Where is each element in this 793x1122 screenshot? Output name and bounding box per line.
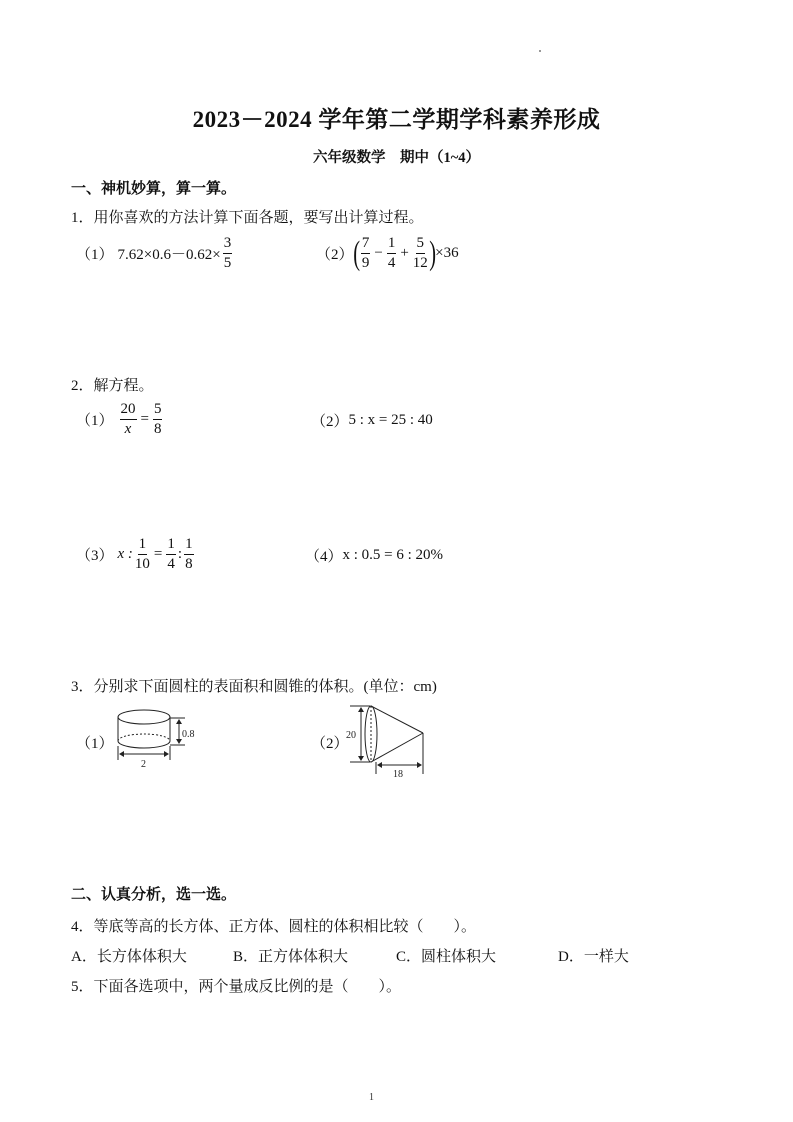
fraction: $\frac{5}{8}$ (153, 401, 162, 437)
question-4-label: 4．等底等高的长方体、正方体、圆柱的体积相比较（ ）。 (71, 919, 477, 935)
fraction: $\frac{1}{4}$ (167, 536, 175, 572)
svg-text:0.8: 0.8 (182, 729, 195, 740)
page-number: 1 (369, 1092, 374, 1103)
part-number: （4） (305, 549, 343, 565)
cone-figure (340, 700, 435, 782)
question-3-label: 3．分别求下面圆柱的表面积和圆锥的体积。(单位：cm) (71, 679, 437, 695)
right-paren: ) (429, 234, 436, 272)
question-1-part-1 (76, 236, 234, 271)
section-heading-1: 一、神机妙算，算一算。 (71, 181, 237, 197)
stray-mark (539, 50, 541, 52)
part-number: （2） (316, 247, 354, 263)
question-4-option-a: A．长方体体积大 (71, 949, 187, 965)
question-3-fig2-number: （2） (311, 736, 349, 752)
fraction: $\frac{3}{5}$ (223, 235, 232, 271)
fraction: $\frac{1}{4}$ (387, 235, 396, 271)
cylinder-figure (110, 708, 210, 770)
part-number: （3） (76, 548, 114, 564)
question-1-label: 1．用你喜欢的方法计算下面各题，要写出计算过程。 (71, 210, 424, 226)
page-title: 2023－2024 学年第二学期学科素养形成 (192, 107, 601, 132)
part-number: （1） (76, 247, 114, 263)
question-2-part-2 (311, 410, 433, 431)
part-number: （1） (76, 413, 114, 429)
svg-text:20: 20 (346, 730, 356, 741)
page-subtitle: 六年级数学 期中（1~4） (312, 150, 481, 166)
fraction: $\frac{5}{12}$ (412, 235, 428, 271)
section-heading-2: 二、认真分析，选一选。 (71, 887, 237, 903)
question-4-option-d: D．一样大 (558, 949, 629, 965)
question-4-option-b: B．正方体体积大 (233, 949, 349, 965)
expression: x : 0.5 = 6 : 20% (342, 547, 444, 563)
fraction: $\frac{1}{8}$ (185, 536, 193, 572)
question-2-part-4 (305, 545, 443, 566)
expression: 5 : x = 25 : 40 (348, 412, 433, 428)
question-2-label: 2．解方程。 (71, 378, 154, 394)
expression: 7.62×0.6－0.62× (117, 247, 221, 263)
question-4-option-c: C．圆柱体积大 (396, 949, 497, 965)
question-2-part-1: （1） $\frac{20}{x}$ = $\frac{5}{8}$ (76, 401, 162, 437)
fraction: $\frac{7}{9}$ (361, 235, 370, 271)
question-1-part-2: （2） ( $\frac{7}{9}$ − $\frac{1}{4}$ + $\frac{5}{12}$ ) ×36 (316, 234, 459, 272)
left-paren: ( (352, 234, 360, 272)
part-number: （2） (311, 414, 349, 430)
question-3-fig1-number: （1） (76, 736, 114, 752)
question-5-label: 5．下面各选项中，两个量成反比例的是（ ）。 (71, 979, 402, 995)
svg-text:2: 2 (141, 759, 146, 770)
question-2-part-3: （3） x : $\frac{1}{10}$ = $\frac{1}{4}$ : $\frac{1}{8}$ (76, 536, 193, 572)
svg-text:18: 18 (393, 769, 403, 780)
fraction: $\frac{20}{x}$ (120, 401, 136, 437)
fraction: $\frac{1}{10}$ (134, 536, 150, 572)
